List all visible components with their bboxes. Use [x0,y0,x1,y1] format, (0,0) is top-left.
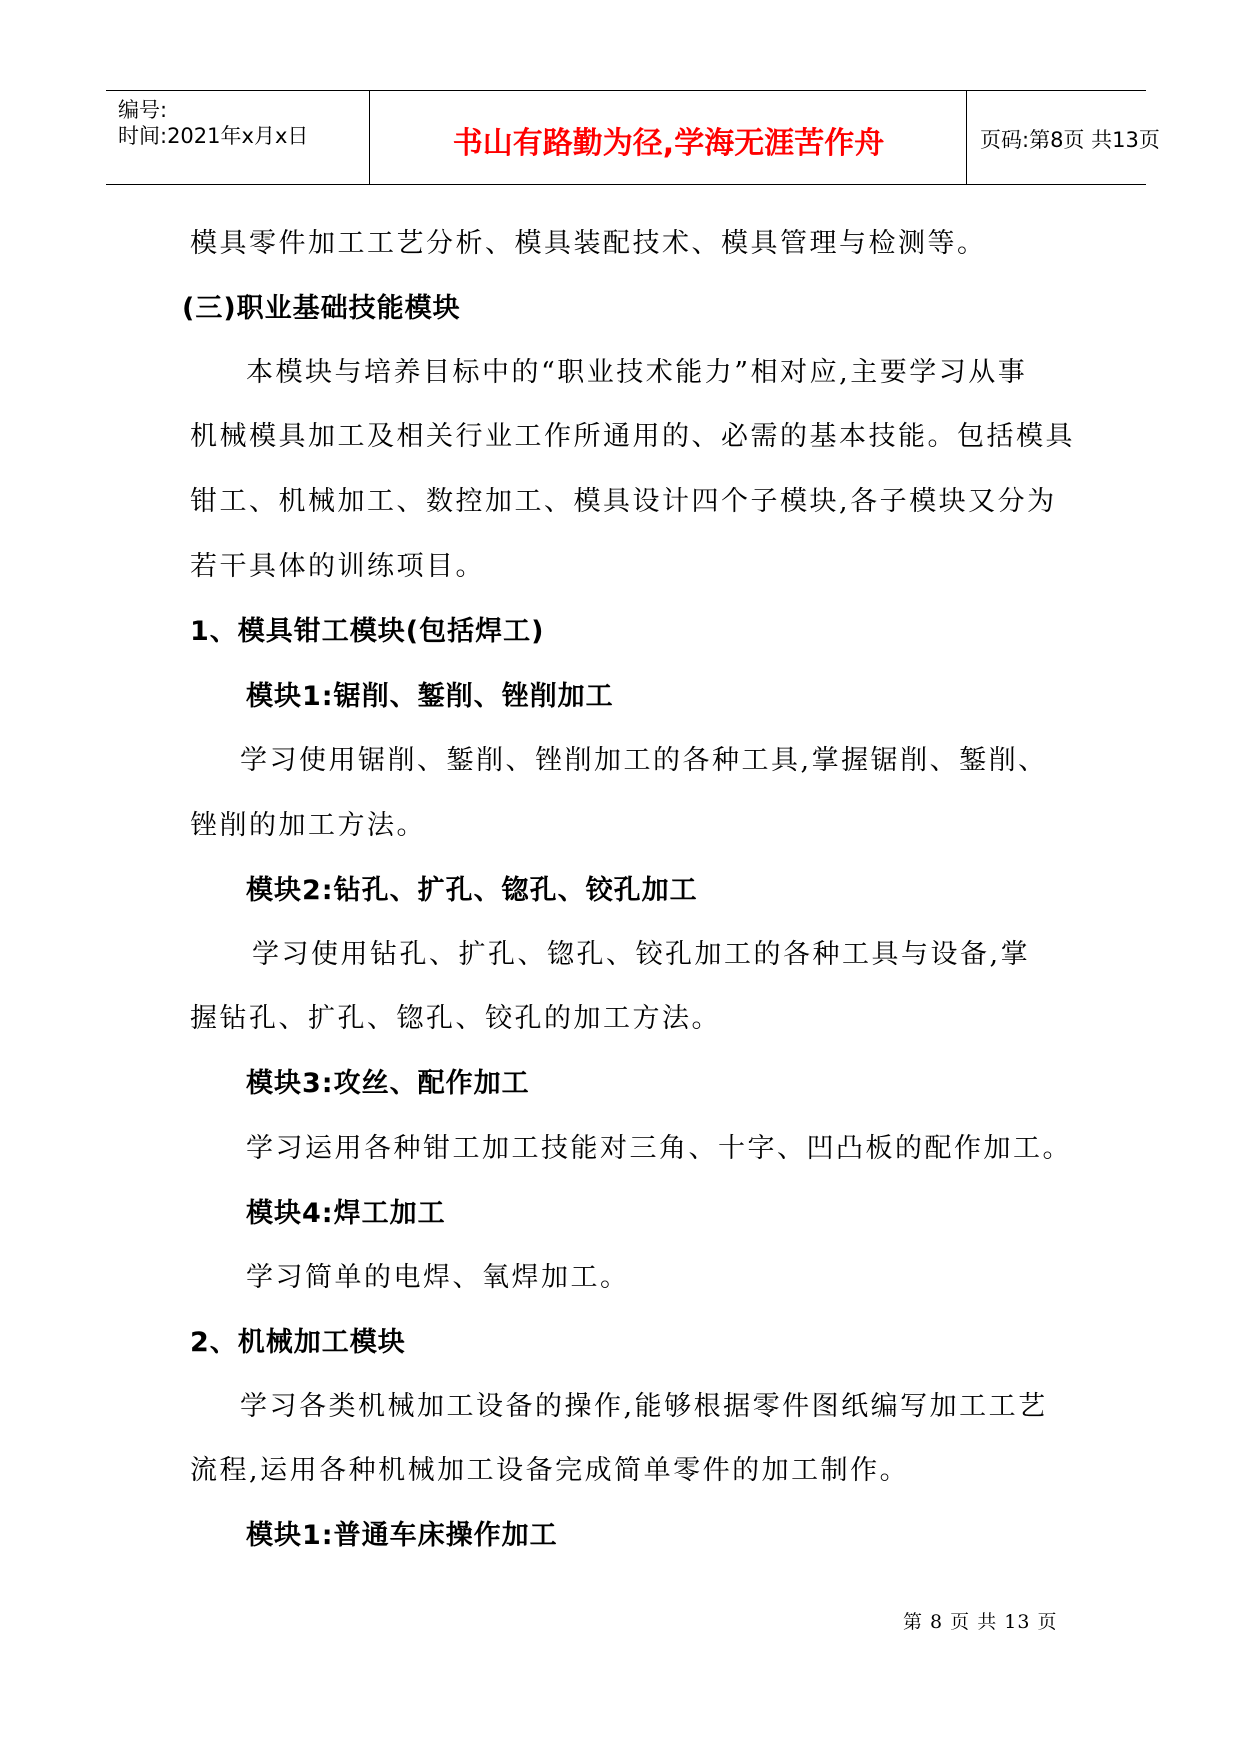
page-footer: 第 8 页 共 13 页 [903,1611,1058,1633]
time-label: 时间:2021年x月x日 [118,124,309,148]
page-header [106,90,1160,185]
body-line: 流程,运用各种机械加工设备完成简单零件的加工制作。 [190,1455,910,1486]
module-heading: 模块1:锯削、錾削、锉削加工 [246,681,614,712]
header-motto-cell [371,91,967,184]
section-heading: (三)职业基础技能模块 [182,293,461,324]
body-line: 学习各类机械加工设备的操作,能够根据零件图纸编写加工工艺 [240,1391,1048,1422]
header-left-cell [106,91,370,184]
body-line: 机械模具加工及相关行业工作所通用的、必需的基本技能。包括模具 [190,421,1075,452]
body-line: 模具零件加工工艺分析、模具装配技术、模具管理与检测等。 [190,228,987,259]
number-label: 编号: [118,98,168,122]
body-line: 若干具体的训练项目。 [190,551,485,582]
module-heading: 模块4:焊工加工 [246,1198,446,1229]
module-heading: 模块1:普通车床操作加工 [246,1520,558,1551]
body-line: 学习使用锯削、錾削、锉削加工的各种工具,掌握锯削、錾削、 [240,745,1048,776]
module-heading: 模块2:钻孔、扩孔、锪孔、铰孔加工 [246,875,698,906]
body-line: 锉削的加工方法。 [190,810,426,841]
header-right-cell [968,91,1160,184]
body-line: 学习简单的电焊、氧焊加工。 [246,1262,630,1293]
subsection-heading: 2、机械加工模块 [190,1327,406,1358]
body-line: 本模块与培养目标中的“职业技术能力”相对应,主要学习从事 [246,357,1028,388]
page-label: 页码:第8页 共13页 [980,128,1160,152]
subsection-heading: 1、模具钳工模块(包括焊工) [190,616,545,647]
body-line: 钳工、机械加工、数控加工、模具设计四个子模块,各子模块又分为 [190,486,1057,517]
body-line: 学习使用钻孔、扩孔、锪孔、铰孔加工的各种工具与设备,掌 [252,939,1031,970]
motto-text: 书山有路勤为径,学海无涯苦作舟 [452,126,885,161]
module-heading: 模块3:攻丝、配作加工 [246,1068,530,1099]
body-line: 学习运用各种钳工加工技能对三角、十字、凹凸板的配作加工。 [246,1133,1072,1164]
body-line: 握钻孔、扩孔、锪孔、铰孔的加工方法。 [190,1003,721,1034]
